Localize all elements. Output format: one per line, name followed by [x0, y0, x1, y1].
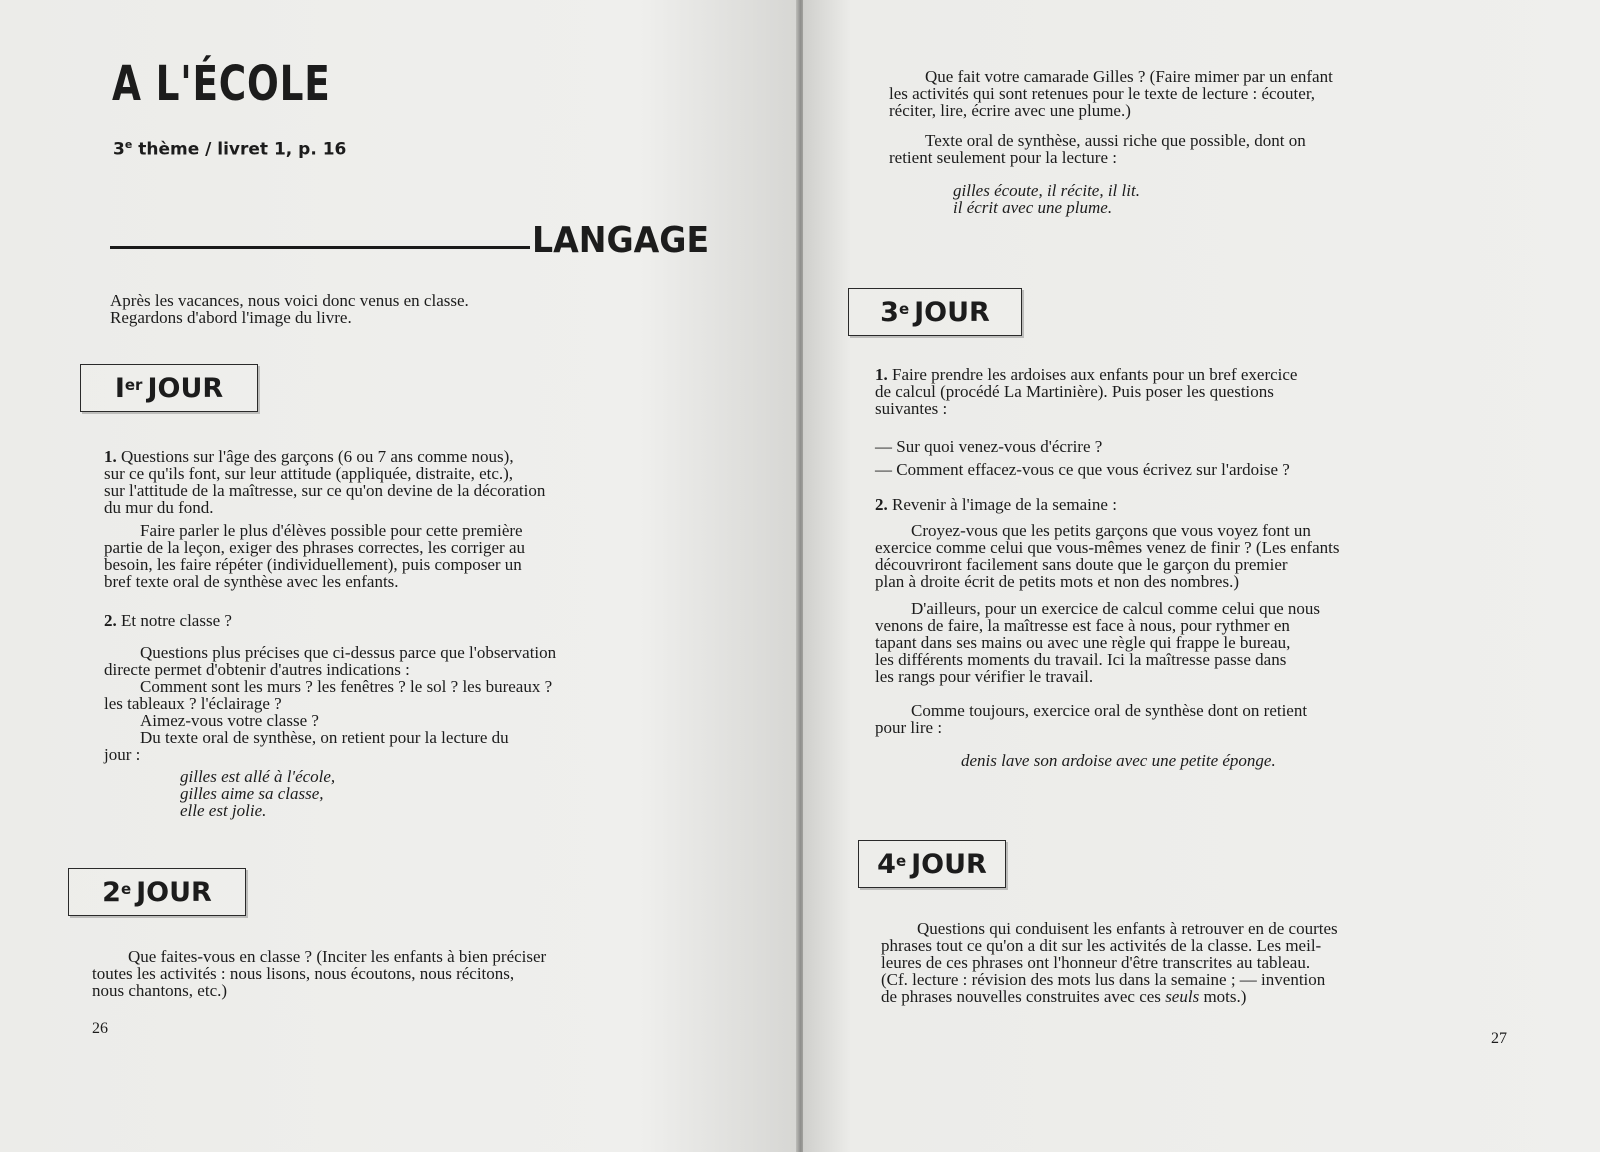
- day-1-paragraph-1: 1. Questions sur l'âge des garçons (6 ou 7 ans comme nous), sur ce qu'ils font, sur leur attitude (appliquée, distraite, etc.), sur l'attitude de la maîtresse, sur ce qu'on devine de la décoration du mur du fond.: [104, 447, 546, 517]
- day-3-paragraph-2: D'ailleurs, pour un exercice de calcul comme celui que nous venons de faire, la maîtresse est face à nous, pour rythmer en tapant dans ses mains ou avec une règle qui frappe le bureau, les différents moments du travail. Ici la maîtresse passe dans les rangs pour vérifier le travail.: [875, 599, 1321, 686]
- day-2-heading: 2 $^e$ JOUR: [68, 868, 246, 916]
- day-3-point-2-heading: 2. Revenir à l'image de la semaine :: [875, 495, 1117, 514]
- day-1-paragraph-2: Faire parler le plus d'élèves possible pour cette première partie de la leçon, exiger des phrases correctes, les corriger au besoin, les faire répéter (individuellement), puis composer un bref texte oral de synthèse avec les enfants.: [104, 521, 526, 591]
- reading-text-day-2: gilles écoute, il récite, il lit. il écrit avec une plume.: [953, 181, 1140, 217]
- intro-paragraph: Après les vacances, nous voici donc venus en classe. Regardons d'abord l'image du livre.: [110, 291, 469, 327]
- day-4-heading: 4 $^e$ JOUR: [858, 840, 1006, 888]
- day-3-paragraph-3: Comme toujours, exercice oral de synthèse dont on retient pour lire :: [875, 701, 1308, 737]
- right-page: [803, 0, 1600, 1152]
- day-2-continuation: Que fait votre camarade Gilles ? (Faire mimer par un enfant les activités qui sont retenues pour le texte de lecture : écouter, réciter, lire, écrire avec une plume.): [889, 67, 1333, 120]
- day-2-paragraph: Que faites-vous en classe ? (Inciter les enfants à bien préciser toutes les activités : nous lisons, nous écoutons, nous récitons, nous chantons, etc.): [92, 947, 547, 1000]
- day-4-paragraph: Questions qui conduisent les enfants à retrouver en de courtes phrases tout ce qu'on a dit sur les activités de la classe. Les meil- leures de ces phrases ont l'honneur d'être transcrites au tableau. (Cf. lecture : révision des mots lus dans la semaine ; — invention de phrases nouvelles construites avec ces seuls mots.): [881, 919, 1338, 1006]
- day-3-paragraph-1: Croyez-vous que les petits garçons que vous voyez font un exercice comme celui que vous-mêmes venez de finir ? (Les enfants découvriront facilement sans doute que le garçon du premier plan à droite écrit de petits mots et non des nombres.): [875, 521, 1340, 591]
- day-3-questions: — Sur quoi venez-vous d'écrire ? — Comment effacez-vous ce que vous écrivez sur l'ardoise ?: [875, 437, 1290, 479]
- reading-text-day-1: gilles est allé à l'école, gilles aime sa classe, elle est jolie.: [180, 767, 336, 820]
- section-rule: [110, 246, 530, 249]
- day-1-point-2-text: Questions plus précises que ci-dessus parce que l'observation directe permet d'obtenir d'autres indications : Comment sont les murs ? les fenêtres ? le sol ? les bureaux ? les tableaux ? l'éclairage ? Aimez-vous votre classe ? Du texte oral de synthèse, on retient pour la lecture du jour :: [104, 643, 557, 764]
- page-number-left: 26: [92, 1020, 108, 1037]
- theme-reference: 3e thème / livret 1, p. 16: [113, 138, 347, 160]
- page-number-right: 27: [1491, 1030, 1507, 1047]
- day-1-heading: I $^{er}$ JOUR: [80, 364, 258, 412]
- section-heading: LANGAGE: [532, 220, 710, 261]
- page-title: A L'ÉCOLE: [112, 56, 331, 112]
- synthesis-paragraph: Texte oral de synthèse, aussi riche que possible, dont on retient seulement pour la lecture :: [889, 131, 1306, 167]
- reading-text-day-3: denis lave son ardoise avec une petite éponge.: [961, 751, 1276, 770]
- day-1-point-2-heading: 2. Et notre classe ?: [104, 611, 232, 630]
- day-3-heading: 3 $^e$ JOUR: [848, 288, 1022, 336]
- day-3-point-1: 1. Faire prendre les ardoises aux enfants pour un bref exercice de calcul (procédé La Martinière). Puis poser les questions suivantes :: [875, 365, 1298, 418]
